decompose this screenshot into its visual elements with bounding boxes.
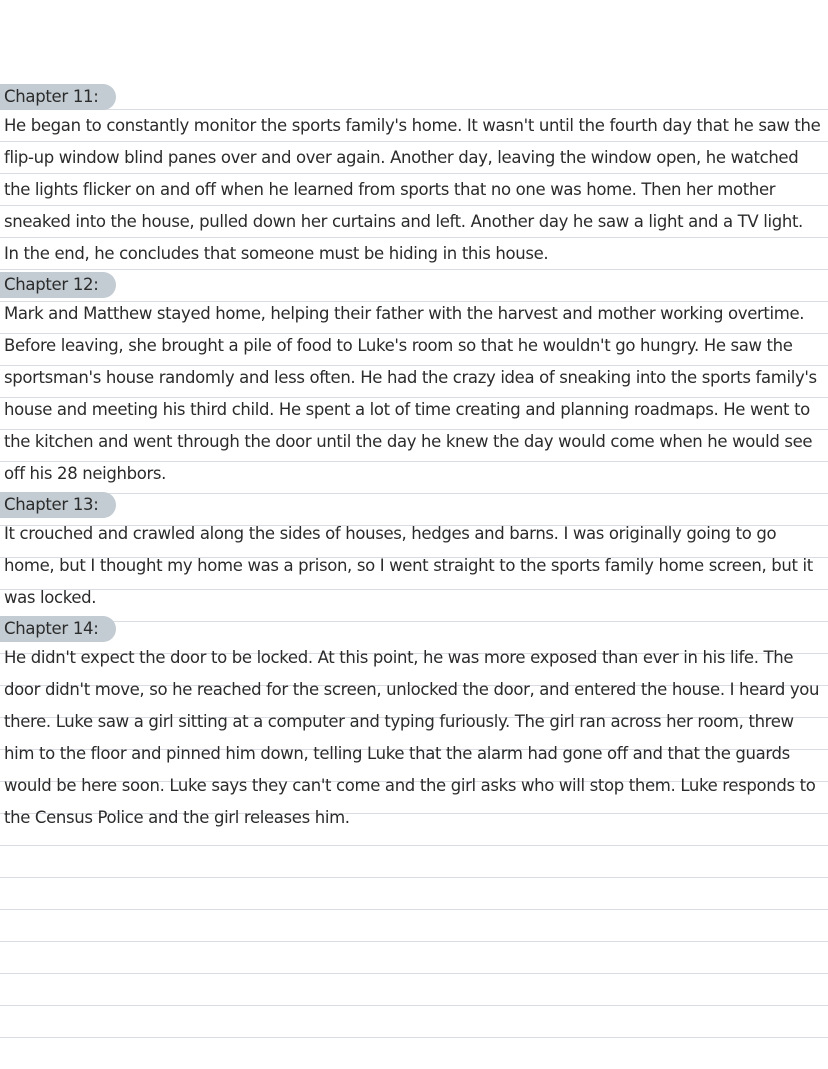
chapter-13-heading: Chapter 13: [0, 492, 116, 518]
chapter-12-summary: Mark and Matthew stayed home, helping their father with the harvest and mother working overtime. Before leaving, she brought a pile of food to Luke's room so that he wouldn't go hungry. He saw the sportsman's house randomly and less often. He had the crazy idea of sneaking into the sports family's house and meeting his third child. He spent a lot of time creating and planning roadmaps. He went to the kitchen and went through the door until the day he knew the day would come when he would see off his 28 neighbors. [4, 304, 817, 483]
chapter-11-section [0, 82, 822, 270]
chapter-13-summary: It crouched and crawled along the sides of houses, hedges and barns. I was originally going to go home, but I thought my home was a prison, so I went straight to the sports family home screen, but it was locked. [4, 524, 813, 607]
chapter-11-heading: Chapter 11: [0, 84, 116, 110]
chapter-12-heading: Chapter 12: [0, 272, 116, 298]
chapter-12-section [0, 270, 822, 490]
chapter-13-section [0, 490, 822, 614]
chapter-notes [0, 82, 822, 834]
chapter-14-section [0, 614, 822, 834]
chapter-14-summary: He didn't expect the door to be locked. At this point, he was more exposed than ever in his life. The door didn't move, so he reached for the screen, unlocked the door, and entered the house. I heard you there. Luke saw a girl sitting at a computer and typing furiously. The girl ran across her room, threw him to the floor and pinned him down, telling Luke that the alarm had gone off and that the guards would be here soon. Luke says they can't come and the girl asks who will stop them. Luke responds to the Census Police and the girl releases him. [4, 648, 820, 827]
page-top-margin [0, 0, 828, 78]
chapter-14-heading: Chapter 14: [0, 616, 116, 642]
chapter-11-summary: He began to constantly monitor the sports family's home. It wasn't until the fourth day that he saw the flip-up window blind panes over and over again. Another day, leaving the window open, he watched the lights flicker on and off when he learned from sports that no one was home. Then her mother sneaked into the house, pulled down her curtains and left. Another day he saw a light and a TV light. In the end, he concludes that someone must be hiding in this house. [4, 116, 821, 263]
